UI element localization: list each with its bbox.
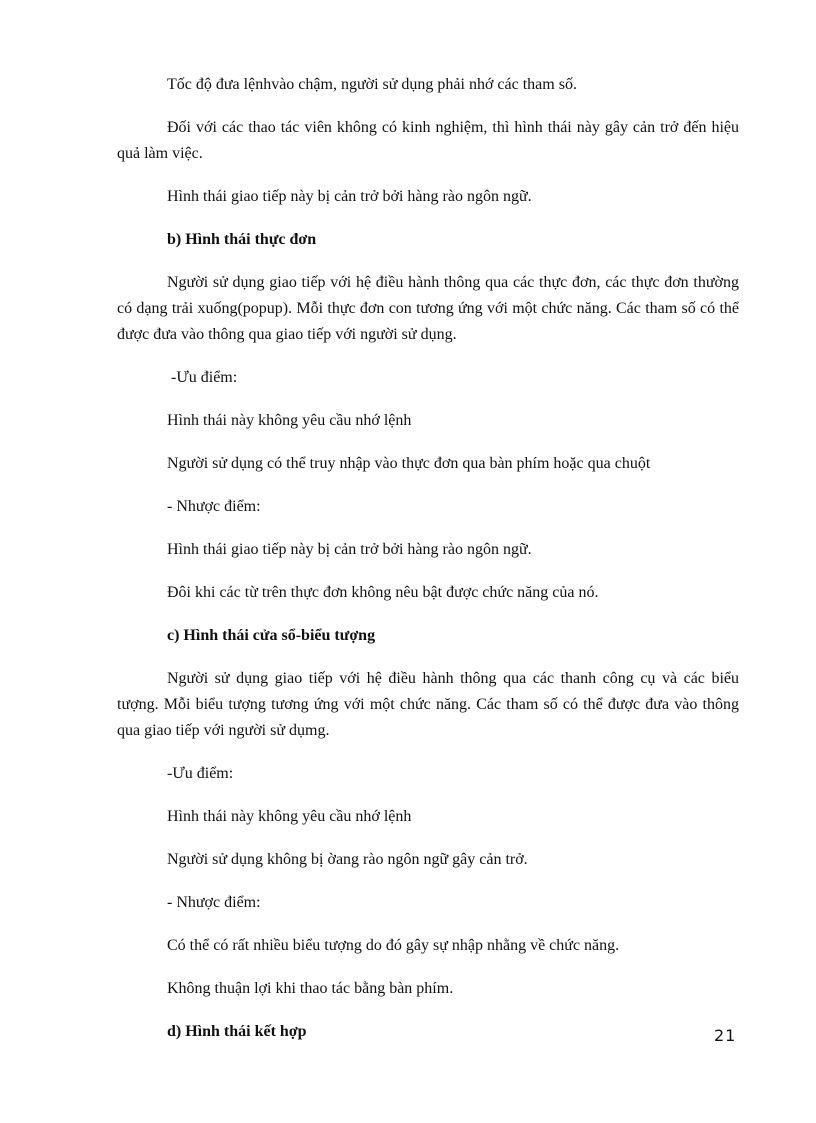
- paragraph-menu-advantages-label: -Ưu điểm:: [167, 369, 238, 386]
- document-body: [117, 72, 739, 1062]
- paragraph-language-barrier-command: Hình thái giao tiếp này bị cản trở bởi hàng rào ngôn ngữ.: [167, 188, 532, 205]
- paragraph-inexperienced-operators: Đối với các thao tác viên không có kinh nghiệm, thì hình thái này gây cản trở đến hiệu quả làm việc.: [117, 119, 739, 162]
- heading-menu-style: b) Hình thái thực đơn: [167, 231, 317, 248]
- heading-combined-style: d) Hình thái kết hợp: [167, 1023, 307, 1040]
- paragraph-menu-unclear-words: Đôi khi các từ trên thực đơn không nêu bật được chức năng của nó.: [167, 584, 599, 601]
- paragraph-slow-command-input: Tốc độ đưa lệnhvào chậm, người sử dụng phải nhớ các tham số.: [167, 76, 577, 93]
- paragraph-window-keyboard-inconvenient: Không thuận lợi khi thao tác bằng bàn phím.: [167, 980, 454, 997]
- paragraph-window-no-memorize: Hình thái này không yêu cầu nhớ lệnh: [167, 808, 412, 825]
- paragraph-window-icon-confusion: Có thể có rất nhiều biểu tượng do đó gây sự nhập nhằng về chức năng.: [167, 937, 620, 954]
- paragraph-menu-no-memorize: Hình thái này không yêu cầu nhớ lệnh: [167, 412, 412, 429]
- paragraph-menu-description: Người sử dụng giao tiếp với hệ điều hành thông qua các thực đơn, các thực đơn thường có dạng trải xuống(popup). Mỗi thực đơn con tương ứng với một chức năng. Các tham số có thể được đưa vào thông qua giao tiếp với người sử dụng.: [117, 274, 739, 343]
- heading-window-icon-style: c) Hình thái cửa sổ-biểu tượng: [167, 627, 376, 644]
- page-number: 21: [714, 1026, 737, 1045]
- paragraph-window-disadvantages-label: - Nhược điểm:: [167, 894, 261, 911]
- paragraph-menu-language-barrier: Hình thái giao tiếp này bị cản trở bởi hàng rào ngôn ngữ.: [167, 541, 532, 558]
- paragraph-window-no-language-barrier: Người sử dụng không bị ờang rào ngôn ngữ gây cản trở.: [167, 851, 528, 868]
- paragraph-menu-keyboard-mouse: Người sử dụng có thể truy nhập vào thực đơn qua bàn phím hoặc qua chuột: [167, 455, 651, 472]
- paragraph-window-icon-description: Người sử dụng giao tiếp với hệ điều hành thông qua các thanh công cụ và các biểu tượng. Mỗi biểu tượng tương ứng với một chức năng. Các tham số có thể được đưa vào thông qua giao tiếp với người sử dụmg.: [117, 670, 739, 739]
- paragraph-menu-disadvantages-label: - Nhược điểm:: [167, 498, 261, 515]
- paragraph-window-advantages-label: -Ưu điểm:: [167, 765, 234, 782]
